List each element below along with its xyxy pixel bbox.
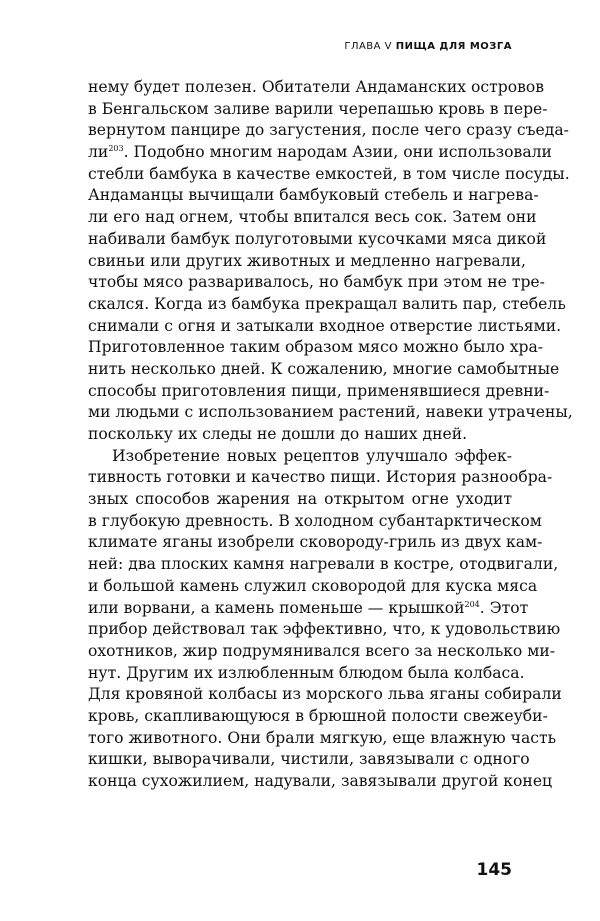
footnote-ref: 204: [464, 599, 480, 609]
text-line: нему будет полезен. Обитатели Андаманских островов: [88, 78, 545, 96]
text-line: ней: два плоских камня нагревали в костре, отодвигали,: [88, 555, 559, 574]
text-line: зных способов жарения на открытом огне уходит: [88, 490, 512, 509]
text-line: в Бенгальском заливе варили черепашью кровь в пере-: [88, 99, 548, 118]
text-line: нить несколько дней. К сожалению, многие самобытные: [88, 359, 560, 378]
text-line: тивность готовки и качество пищи. История разнообра-: [88, 468, 553, 487]
text-line: чтобы мясо разваривалось, но бамбук при этом не тре-: [88, 273, 545, 292]
text-line: кишки, выворачивали, чистили, завязывали с одного: [88, 750, 530, 769]
text-line: вернутом панцире до загустения, после чего сразу съеда-: [88, 121, 569, 140]
text-fragment: . Подобно многим народам Азии, они использовали: [123, 143, 552, 162]
text-line: ли его над огнем, чтобы впитался весь сок. Затем они: [88, 208, 537, 227]
text-fragment: или ворвани, а камень поменьше — крышкой: [88, 598, 465, 617]
text-line: свиньи или других животных и медленно нагревали,: [88, 251, 526, 270]
text-line: Изобретение новых рецептов улучшало эффек-: [112, 446, 512, 465]
text-line: ми людьми с использованием растений, навеки утрачены,: [88, 403, 573, 422]
text-line: способы приготовления пищи, применявшиеся древни-: [88, 381, 550, 400]
text-line: снимали с огня и затыкали входное отверстие листьями.: [88, 316, 562, 335]
text-line: нут. Другим их излюбленным блюдом была колбаса.: [88, 663, 525, 682]
text-line: того животного. Они брали мягкую, еще влажную часть: [88, 728, 557, 747]
text-line: и большой камень служил сковородой для куска мяса: [88, 576, 538, 595]
chapter-label: ГЛАВА V: [344, 41, 393, 52]
text-line: конца сухожилием, надували, завязывали другой конец: [88, 772, 553, 790]
text-line: Андаманцы вычищали бамбуковый стебель и нагрева-: [88, 186, 539, 205]
body-text: [88, 77, 573, 793]
text-fragment: ли: [88, 143, 109, 162]
text-line: в глубокую древность. В холодном субантарктическом: [88, 511, 542, 530]
text-line: поскольку их следы не дошли до наших дней.: [88, 425, 468, 443]
text-line: [88, 142, 552, 164]
text-line: охотников, жир подрумянивался всего за несколько ми-: [88, 641, 556, 660]
text-line: набивали бамбук полуготовыми кусочками мяса дикой: [88, 229, 547, 248]
chapter-title: ПИЩА ДЛЯ МОЗГА: [395, 41, 512, 52]
running-header: [344, 40, 512, 54]
footnote-ref: 203: [108, 144, 124, 154]
page-number: 145: [476, 860, 512, 880]
text-line: кровь, скапливающуюся в брюшной полости свежеуби-: [88, 706, 548, 725]
text-line: скался. Когда из бамбука прекращал валить пар, стебель: [88, 294, 566, 313]
text-line: Для кровяной колбасы из морского льва яганы собирали: [88, 685, 562, 704]
text-line: климате яганы изобрели сковороду-гриль из двух кам-: [88, 533, 543, 552]
text-line: Приготовленное таким образом мясо можно было хра-: [88, 338, 544, 357]
text-line: прибор действовал так эффективно, что, к удовольствию: [88, 620, 561, 639]
text-line: [88, 598, 529, 620]
text-fragment: . Этот: [479, 598, 529, 617]
text-line: стебли бамбука в качестве емкостей, в том числе посуды.: [88, 164, 570, 183]
